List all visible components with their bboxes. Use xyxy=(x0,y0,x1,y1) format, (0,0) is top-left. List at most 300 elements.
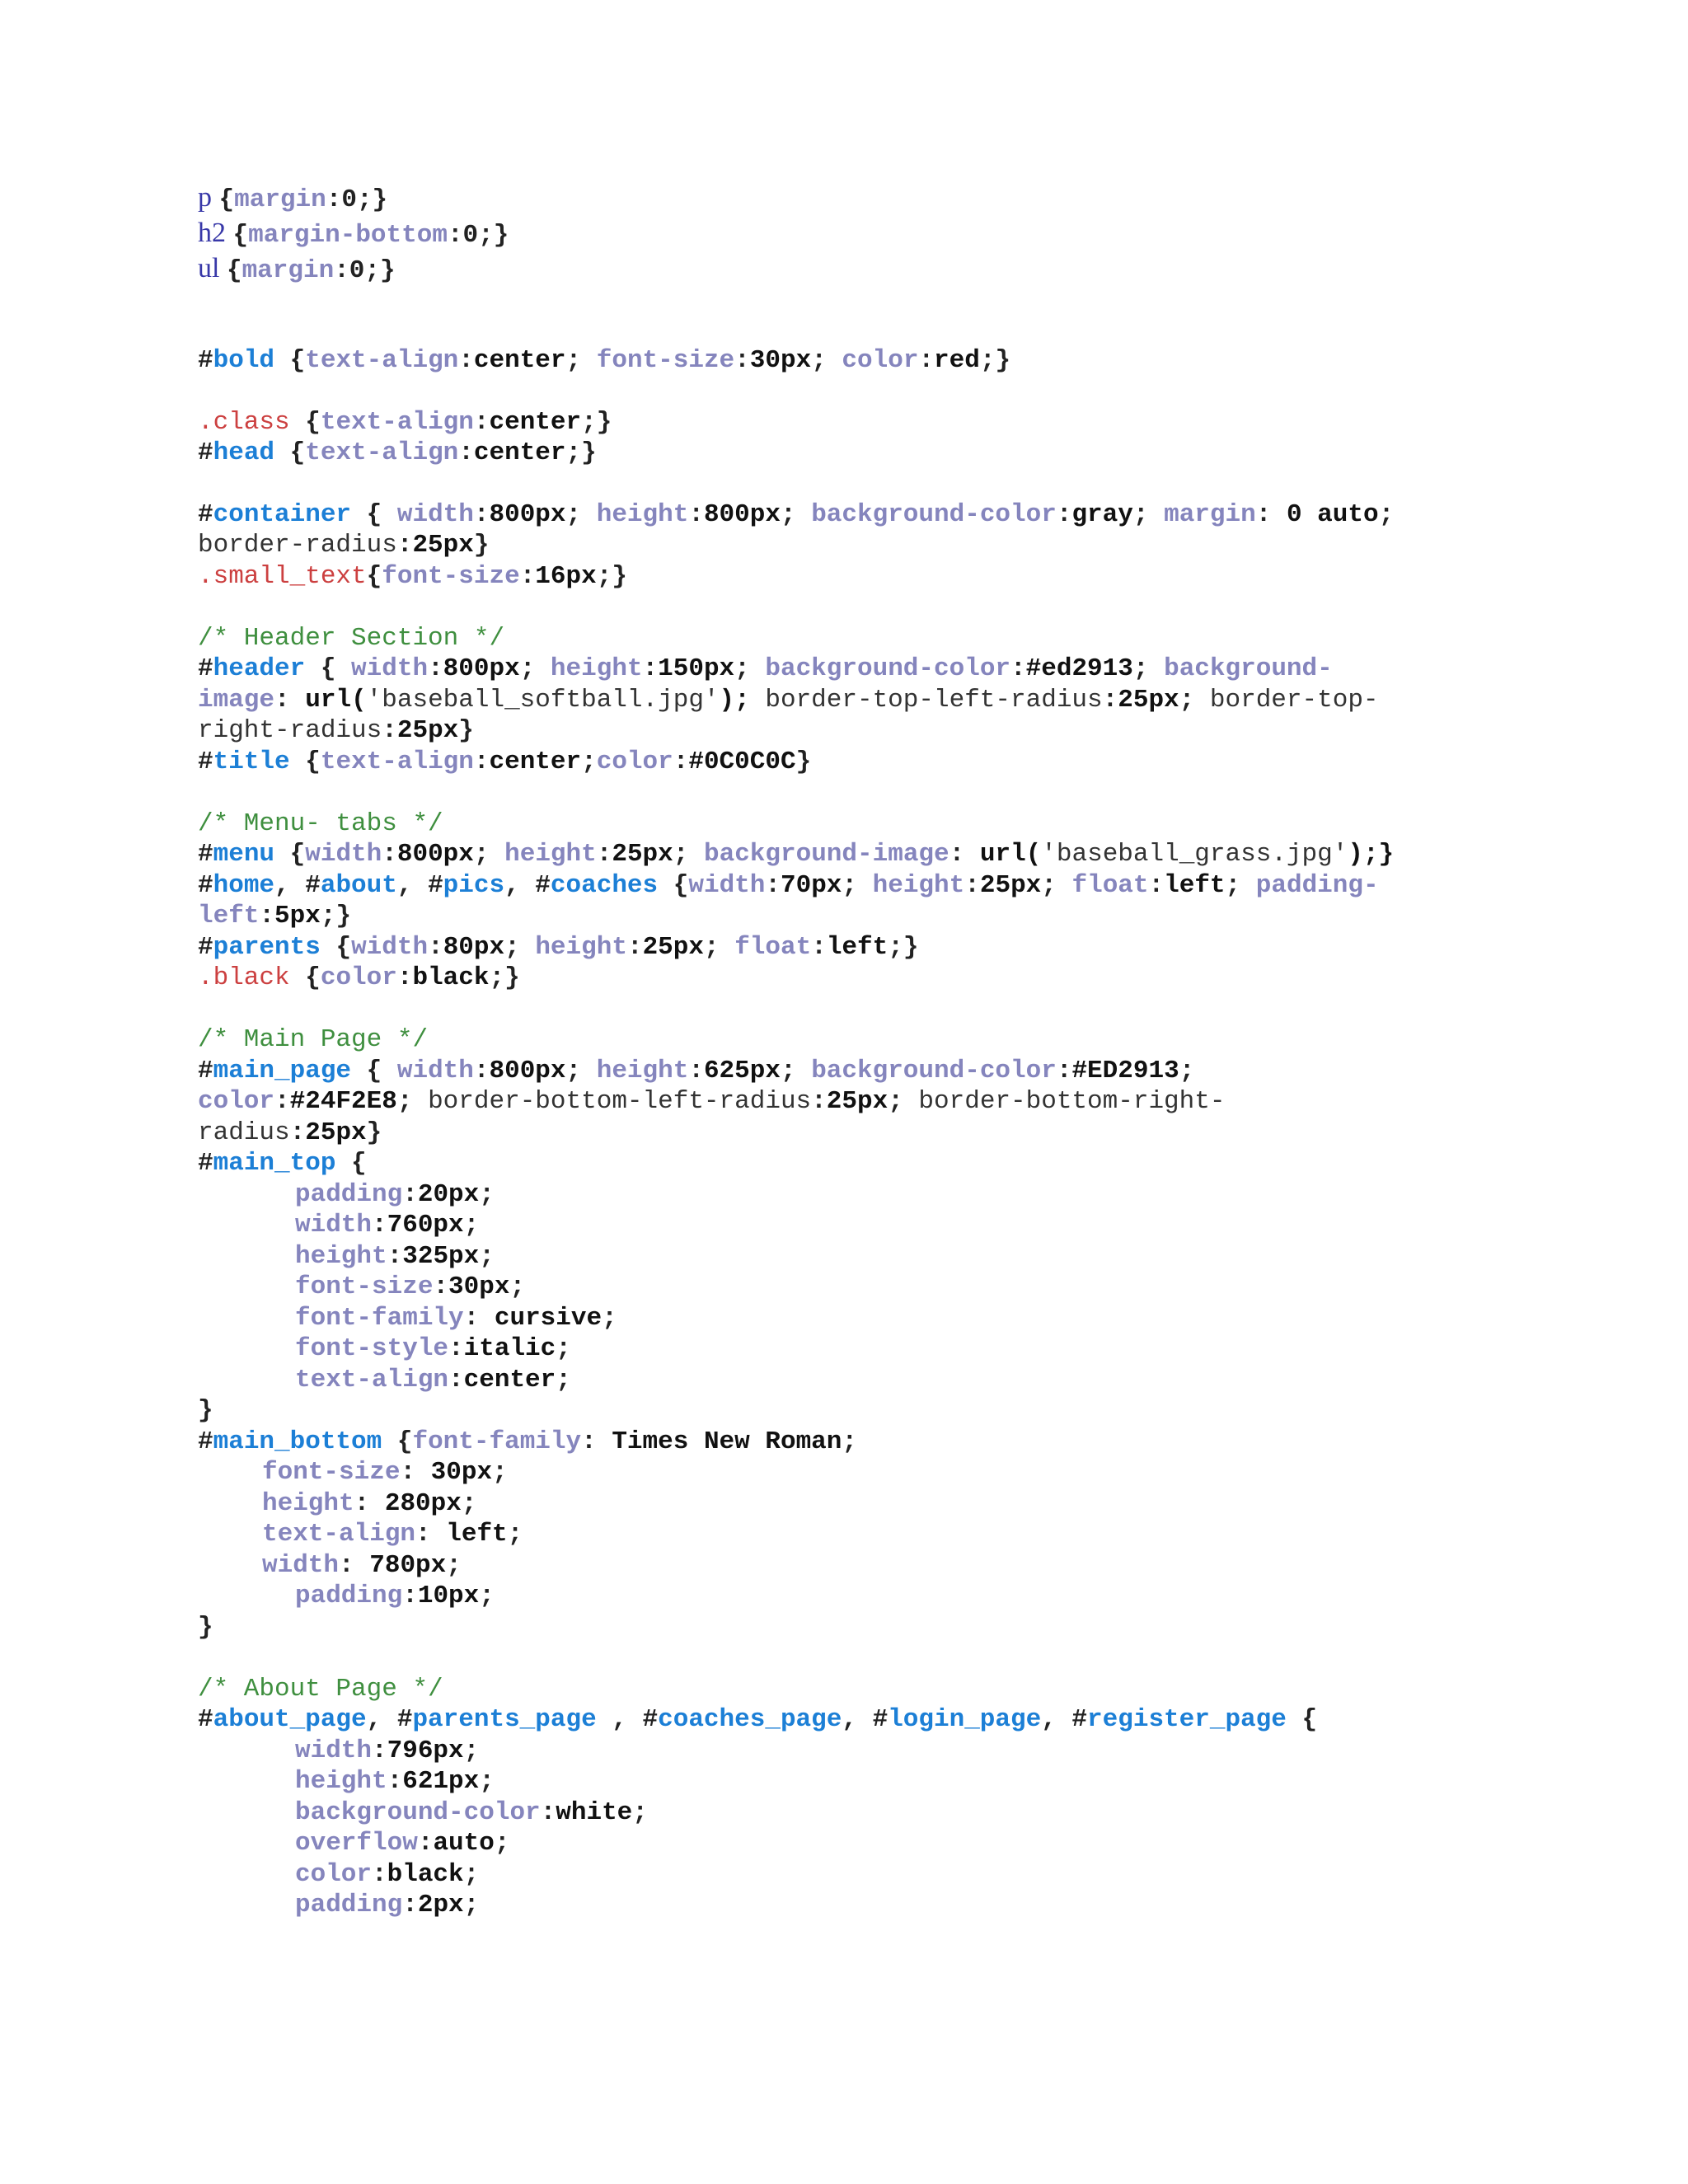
code-line xyxy=(198,1612,213,1643)
code-token-cls: .class xyxy=(198,408,290,437)
code-token-val: 25px xyxy=(396,716,459,745)
code-token-prop: color xyxy=(295,1860,373,1889)
code-token-prop: width xyxy=(262,1551,340,1580)
code-token-id: container xyxy=(213,500,352,529)
code-token-pun: { xyxy=(658,871,689,900)
code-line xyxy=(198,1118,382,1149)
code-token-prop: width xyxy=(305,840,382,869)
code-line xyxy=(198,1427,857,1458)
code-token-pun: : xyxy=(402,1891,418,1919)
code-token-val: 80px xyxy=(443,933,505,962)
code-token-pun: { xyxy=(1286,1705,1318,1734)
code-token-pun: ; xyxy=(581,748,597,776)
code-token-prop: text-align xyxy=(320,748,474,776)
code-token-pun: ; xyxy=(734,654,766,683)
code-token-pun: ; xyxy=(463,1211,480,1240)
code-token-id: home xyxy=(213,871,275,900)
code-token-val: 800px xyxy=(489,500,566,529)
code-token-val: 800px xyxy=(443,654,520,683)
code-token-pun: ; xyxy=(673,840,704,869)
code-token-pun: # xyxy=(198,1057,213,1085)
code-token-prop: padding- xyxy=(1255,871,1379,900)
code-token-val: #24F2E8 xyxy=(289,1087,397,1116)
code-token-pun: : xyxy=(765,871,781,900)
code-token-pun: ; xyxy=(1132,500,1165,529)
code-token-val: 150px xyxy=(658,654,735,683)
code-line xyxy=(198,932,918,963)
code-token-val: black xyxy=(412,963,490,992)
code-line xyxy=(295,1766,495,1797)
code-token-prop: height xyxy=(550,654,643,683)
code-line xyxy=(198,1148,367,1179)
code-token-pun: : xyxy=(274,1087,290,1116)
code-line xyxy=(198,623,504,654)
code-token-id: menu xyxy=(213,840,275,869)
code-token-pun: ;} xyxy=(581,408,612,437)
code-line xyxy=(198,345,1010,377)
code-token-pun: : xyxy=(473,500,490,529)
code-token-prop: color xyxy=(198,1087,275,1116)
code-token-pun: : xyxy=(417,1829,434,1858)
code-token-pun: } xyxy=(795,748,812,776)
code-token-pun: } xyxy=(198,1613,213,1642)
code-token-val: center xyxy=(473,438,566,467)
code-token-pun: ;} xyxy=(596,562,627,591)
code-token-id: login_page xyxy=(888,1705,1042,1734)
code-token-pun: , # xyxy=(596,1705,659,1734)
code-token-prop: height xyxy=(872,871,965,900)
code-token-val: italic xyxy=(463,1334,556,1363)
code-token-cls: .small_text xyxy=(198,562,367,591)
code-token-id: header xyxy=(213,654,306,683)
code-token-prop: text-align xyxy=(305,346,459,375)
code-token-plain: 'baseball_grass.jpg' xyxy=(1041,840,1348,869)
code-token-val: 760px xyxy=(387,1211,464,1240)
code-token-prop: background-color xyxy=(295,1798,541,1827)
code-token-pun: # xyxy=(198,1705,213,1734)
code-token-pun: : xyxy=(473,748,490,776)
code-token-pun: ; xyxy=(494,1829,510,1858)
code-token-pun: ; xyxy=(565,500,597,529)
code-line xyxy=(295,1797,648,1829)
code-token-prop: margin xyxy=(241,256,335,285)
code-token-prop: height xyxy=(596,1057,689,1085)
code-token-pun: : xyxy=(415,1520,447,1549)
code-line xyxy=(295,1241,495,1272)
code-token-pun: : xyxy=(382,840,397,869)
code-token-val: 621px xyxy=(402,1767,480,1796)
code-token-prop: font-size xyxy=(295,1272,434,1301)
code-token-pun: ; xyxy=(396,1087,429,1116)
code-token-pun: : xyxy=(274,686,306,715)
code-token-pun: # xyxy=(198,871,213,900)
code-token-pun: ; xyxy=(509,1272,526,1301)
code-token-pun: } xyxy=(458,716,474,745)
code-token-val: black xyxy=(387,1860,464,1889)
code-token-sel: p xyxy=(198,182,219,213)
code-token-pun: : xyxy=(448,1366,464,1394)
code-token-val: 20px xyxy=(417,1180,480,1209)
code-token-val: Times New Roman xyxy=(612,1427,842,1456)
code-token-prop: font-family xyxy=(412,1427,582,1456)
code-token-val: left xyxy=(1164,871,1226,900)
code-token-pun: : xyxy=(1056,500,1072,529)
code-token-prop: color xyxy=(320,963,397,992)
code-line xyxy=(198,901,351,932)
code-token-id: parents xyxy=(213,933,321,962)
code-token-val: cursive xyxy=(494,1304,603,1333)
code-token-pun: { xyxy=(351,1057,397,1085)
code-token-prop: width xyxy=(688,871,766,900)
code-token-pun: ; xyxy=(1378,500,1395,529)
code-token-prop: padding xyxy=(295,1582,403,1610)
code-line xyxy=(295,1890,479,1921)
code-token-val: 625px xyxy=(703,1057,781,1085)
code-token-pun: : xyxy=(918,346,935,375)
code-token-pun: : xyxy=(433,1272,449,1301)
code-token-pun: : xyxy=(473,1057,490,1085)
code-token-val: 30px xyxy=(749,346,812,375)
code-token-pun: ;} xyxy=(979,346,1011,375)
code-token-pun: : xyxy=(387,1767,403,1796)
code-token-pun: ;} xyxy=(565,438,597,467)
code-token-pun: ; xyxy=(1179,1057,1195,1085)
code-token-prop: text-align xyxy=(295,1366,449,1394)
code-token-id: main_top xyxy=(213,1149,336,1178)
code-token-pun: ; xyxy=(479,1582,495,1610)
code-token-pun: # xyxy=(198,654,213,683)
code-token-pun: ; xyxy=(479,1767,495,1796)
code-line xyxy=(295,1272,525,1303)
code-token-pun: { xyxy=(232,221,249,250)
code-token-sel: h2 xyxy=(198,218,233,248)
code-token-val: #0C0C0C xyxy=(688,748,796,776)
code-token-prop: height xyxy=(295,1767,387,1796)
code-token-pun: : xyxy=(688,1057,704,1085)
code-token-plain: border-bottom-right- xyxy=(918,1087,1226,1116)
code-token-pun: ; xyxy=(473,840,505,869)
code-token-id: about_page xyxy=(213,1705,367,1734)
code-token-prop: padding xyxy=(295,1891,403,1919)
code-token-pun: ; xyxy=(556,1334,571,1363)
code-token-val: 0 auto xyxy=(1286,500,1379,529)
code-token-val: 25px xyxy=(412,531,474,560)
code-line xyxy=(198,1056,1194,1087)
code-token-val: 25px xyxy=(826,1087,889,1116)
code-token-pun: ;} xyxy=(320,902,352,930)
code-token-id: coaches xyxy=(550,871,659,900)
code-token-pun: { xyxy=(274,346,306,375)
code-token-pun: # xyxy=(198,840,213,869)
code-token-val: 796px xyxy=(387,1736,464,1765)
code-token-val: 800px xyxy=(396,840,474,869)
code-token-pun: : xyxy=(339,1551,370,1580)
code-token-cmt: /* Header Section */ xyxy=(198,624,505,653)
code-token-pun: ; xyxy=(1225,871,1256,900)
code-line xyxy=(198,839,1394,870)
code-token-pun: : xyxy=(289,1118,306,1147)
code-token-pun: : xyxy=(387,1242,403,1271)
code-token-pun: : xyxy=(372,1211,387,1240)
code-token-val: #ED2913 xyxy=(1071,1057,1179,1085)
code-token-pun: , # xyxy=(396,871,443,900)
code-line xyxy=(262,1519,523,1550)
code-token-pun: ; xyxy=(888,1087,919,1116)
code-token-pun: : xyxy=(519,562,536,591)
code-token-pun: : xyxy=(396,531,413,560)
code-line xyxy=(198,182,387,216)
code-token-val: center xyxy=(489,408,582,437)
code-token-plain: border-top-left-radius xyxy=(765,686,1103,715)
code-token-val: url( xyxy=(305,686,367,715)
code-token-val: url( xyxy=(979,840,1042,869)
code-token-prop: float xyxy=(1071,871,1149,900)
code-token-prop: text-align xyxy=(305,438,459,467)
code-line xyxy=(198,1395,213,1427)
code-token-val: ); xyxy=(719,686,750,715)
code-token-prop: text-align xyxy=(262,1520,416,1549)
code-line xyxy=(198,715,474,747)
code-line xyxy=(295,1736,479,1767)
code-token-pun: : xyxy=(964,871,980,900)
code-token-prop: width xyxy=(351,654,429,683)
code-line xyxy=(295,1303,617,1334)
code-token-pun: { xyxy=(274,438,306,467)
code-token-plain: 'baseball_softball.jpg' xyxy=(366,686,720,715)
code-token-pun: : xyxy=(396,963,413,992)
code-token-plain: right-radius xyxy=(198,716,382,745)
code-token-pun: : xyxy=(402,1180,418,1209)
code-token-pun xyxy=(750,686,766,715)
code-token-val: 800px xyxy=(703,500,781,529)
code-token-pun: } xyxy=(366,1118,382,1147)
code-token-pun: : xyxy=(1010,654,1026,683)
code-line xyxy=(198,1024,428,1056)
code-token-prop: font-size xyxy=(596,346,735,375)
code-line xyxy=(198,963,520,994)
code-token-pun: ; xyxy=(780,1057,812,1085)
code-token-prop: background- xyxy=(1164,654,1333,683)
code-token-pun: ; xyxy=(479,1180,495,1209)
code-token-prop: background-color xyxy=(765,654,1011,683)
code-token-val: );} xyxy=(1348,840,1395,869)
code-token-pun: ; xyxy=(565,346,597,375)
code-token-prop: font-size xyxy=(262,1458,401,1487)
code-line xyxy=(198,1704,1317,1736)
code-token-prop: image xyxy=(198,686,275,715)
code-line xyxy=(295,1210,479,1241)
code-line xyxy=(198,1086,1225,1118)
code-line xyxy=(198,499,1394,531)
code-token-prop: padding xyxy=(295,1180,403,1209)
code-token-val: 10px xyxy=(417,1582,480,1610)
code-token-pun: } xyxy=(198,1396,213,1425)
code-token-pun: { xyxy=(351,500,397,529)
code-token-pun: : xyxy=(382,716,397,745)
code-token-pun: { xyxy=(335,1149,367,1178)
code-token-pun: ; xyxy=(504,933,536,962)
code-token-pun: : xyxy=(354,1489,385,1518)
code-token-prop: height xyxy=(504,840,597,869)
code-token-prop: margin xyxy=(234,185,326,214)
code-token-pun: { xyxy=(274,840,306,869)
code-token-prop: color xyxy=(842,346,919,375)
code-token-pun: : xyxy=(400,1458,431,1487)
code-token-pun: :0;} xyxy=(447,221,509,250)
code-token-pun: : xyxy=(1102,686,1118,715)
code-line xyxy=(198,218,509,251)
code-token-id: coaches_page xyxy=(658,1705,842,1734)
code-token-sel: ul xyxy=(198,253,227,284)
code-token-val: center xyxy=(463,1366,556,1394)
code-line xyxy=(262,1488,476,1520)
code-token-pun: : xyxy=(448,1334,464,1363)
code-token-pun: : xyxy=(473,408,490,437)
code-token-prop: height xyxy=(295,1242,387,1271)
code-token-val: auto xyxy=(433,1829,495,1858)
code-token-val: 25px xyxy=(305,1118,367,1147)
code-token-pun: ; xyxy=(565,1057,597,1085)
code-line xyxy=(295,1179,495,1211)
code-line xyxy=(295,1365,571,1396)
code-token-prop: width xyxy=(396,1057,474,1085)
code-token-pun: # xyxy=(198,748,213,776)
code-token-val: 25px xyxy=(612,840,673,869)
code-token-val: center xyxy=(473,346,566,375)
code-token-pun: : xyxy=(540,1798,556,1827)
code-token-id: register_page xyxy=(1087,1705,1287,1734)
code-token-prop: margin-bottom xyxy=(248,221,448,250)
code-token-val: 780px xyxy=(369,1551,447,1580)
code-token-pun: : xyxy=(372,1860,387,1889)
code-token-cls: .black xyxy=(198,963,290,992)
code-token-id: parents_page xyxy=(412,1705,597,1734)
code-token-pun: : xyxy=(811,933,827,962)
code-token-pun: # xyxy=(198,1149,213,1178)
code-token-pun: { xyxy=(289,408,321,437)
code-token-pun: { xyxy=(320,933,352,962)
code-token-val: left xyxy=(826,933,889,962)
code-token-prop: background-image xyxy=(703,840,950,869)
code-line xyxy=(295,1581,495,1612)
code-token-pun: { xyxy=(289,963,321,992)
code-line xyxy=(198,747,811,778)
code-token-pun: : xyxy=(581,1427,612,1456)
code-token-prop: font-family xyxy=(295,1304,464,1333)
code-token-pun: # xyxy=(198,933,213,962)
code-token-prop: font-size xyxy=(382,562,520,591)
code-token-pun: : xyxy=(428,933,443,962)
code-token-id: head xyxy=(213,438,275,467)
code-line xyxy=(198,808,443,840)
code-token-pun: : xyxy=(259,902,275,930)
code-token-pun: :0;} xyxy=(326,185,388,214)
code-token-pun: : xyxy=(949,840,980,869)
code-token-prop: width xyxy=(295,1736,373,1765)
code-token-id: title xyxy=(213,748,290,776)
code-token-val: white xyxy=(556,1798,633,1827)
code-token-pun: : xyxy=(673,748,689,776)
code-token-val: gray xyxy=(1071,500,1133,529)
code-token-pun: ; xyxy=(842,871,873,900)
code-line xyxy=(198,438,597,469)
code-token-pun: : xyxy=(372,1736,387,1765)
code-token-prop: height xyxy=(535,933,627,962)
code-token-pun: ; xyxy=(519,654,551,683)
code-token-pun: { xyxy=(226,256,242,285)
code-token-pun: : xyxy=(811,1087,827,1116)
code-line xyxy=(295,1333,571,1365)
code-token-pun: : xyxy=(596,840,612,869)
code-token-plain: border-bottom-left-radius xyxy=(428,1087,812,1116)
code-token-pun: : xyxy=(402,1582,418,1610)
code-token-pun: : xyxy=(458,346,474,375)
code-token-pun: ; xyxy=(446,1551,462,1580)
code-token-pun: ;} xyxy=(489,963,520,992)
code-token-pun: { xyxy=(382,1427,413,1456)
code-token-pun: :0;} xyxy=(334,256,396,285)
code-line xyxy=(295,1859,479,1891)
code-token-plain: border-radius xyxy=(198,531,397,560)
code-token-prop: width xyxy=(396,500,474,529)
code-token-val: 280px xyxy=(384,1489,462,1518)
code-token-pun: # xyxy=(198,500,213,529)
code-token-pun: : xyxy=(626,933,643,962)
code-line xyxy=(262,1457,508,1488)
code-token-pun: ; xyxy=(492,1458,508,1487)
code-token-pun: : xyxy=(1056,1057,1072,1085)
code-token-prop: height xyxy=(596,500,689,529)
code-token-pun: ; xyxy=(479,1242,495,1271)
code-token-pun: ; xyxy=(632,1798,648,1827)
code-token-val: 70px xyxy=(780,871,842,900)
code-token-pun: ; xyxy=(463,1736,480,1765)
code-token-prop: height xyxy=(262,1489,354,1518)
code-token-pun: { xyxy=(366,562,382,591)
code-token-pun: ; xyxy=(556,1366,571,1394)
code-token-pun: : xyxy=(463,1304,495,1333)
code-token-pun: : xyxy=(734,346,750,375)
code-token-val: #ed2913 xyxy=(1025,654,1133,683)
code-token-pun: : xyxy=(428,654,443,683)
code-token-val: 25px xyxy=(1118,686,1179,715)
code-token-prop: background-color xyxy=(811,1057,1057,1085)
code-token-pun: ; xyxy=(842,1427,857,1456)
code-line xyxy=(198,1674,443,1705)
code-line xyxy=(295,1828,509,1859)
code-token-pun: , # xyxy=(1041,1705,1088,1734)
code-line xyxy=(198,561,627,593)
code-token-pun: ; xyxy=(1132,654,1165,683)
code-token-pun: ; xyxy=(811,346,842,375)
code-token-val: 30px xyxy=(448,1272,510,1301)
code-token-pun: # xyxy=(198,346,213,375)
code-token-prop: left xyxy=(198,902,260,930)
code-token-val: 25px xyxy=(979,871,1042,900)
code-token-prop: margin xyxy=(1164,500,1256,529)
code-line xyxy=(198,654,1333,685)
code-token-pun: , # xyxy=(842,1705,889,1734)
code-token-id: bold xyxy=(213,346,275,375)
code-token-pun: : xyxy=(1255,500,1287,529)
code-token-id: pics xyxy=(443,871,505,900)
code-token-prop: width xyxy=(351,933,429,962)
code-token-cmt: /* Main Page */ xyxy=(198,1025,429,1054)
code-token-pun: { xyxy=(289,748,321,776)
code-token-pun: ; xyxy=(1041,871,1072,900)
code-token-val: 5px xyxy=(274,902,321,930)
code-token-id: about xyxy=(320,871,397,900)
